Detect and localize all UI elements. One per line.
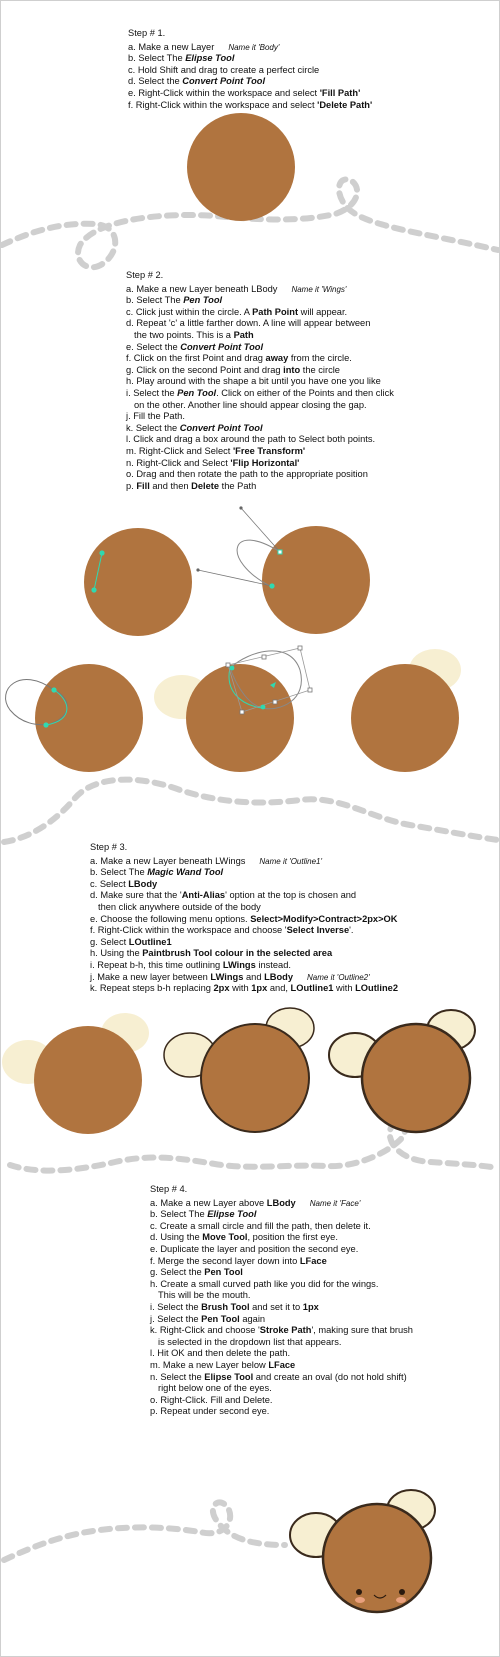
instruction-text: d. Make sure that the ' (90, 890, 182, 901)
instruction-text: the circle (300, 364, 340, 375)
step2-lines (126, 284, 394, 493)
instruction-text: l. Click and drag a box around the path to Select both points. (126, 434, 376, 445)
instruction-text: e. Duplicate the layer and position the second eye. (150, 1243, 359, 1254)
instruction-line (126, 342, 394, 354)
instruction-emphasis: Brush Tool (201, 1301, 250, 1312)
instruction-text: '. (349, 925, 354, 936)
instruction-line (150, 1232, 413, 1244)
instruction-text: from the circle. (288, 353, 352, 364)
instruction-text: is selected in the dropdown list that appears. (158, 1336, 342, 1347)
instruction-text: k. Right-Click and choose ' (150, 1325, 260, 1336)
instruction-text: right below one of the eyes. (158, 1383, 272, 1394)
instruction-line (90, 890, 398, 902)
instruction-emphasis: Path Point (252, 306, 299, 317)
instruction-text: h. Using the (90, 948, 143, 959)
instruction-emphasis: Pen Tool (177, 387, 217, 398)
instruction-line (150, 1348, 413, 1360)
instruction-text: l. Hit OK and then delete the path. (150, 1348, 291, 1359)
instruction-text: c. Click just within the circle. A (126, 306, 253, 317)
instruction-text: b. Select The (90, 867, 148, 878)
instruction-line (90, 879, 398, 891)
layer-name-note: Name it 'Wings' (291, 284, 347, 294)
instruction-line (150, 1372, 413, 1384)
instruction-line (128, 53, 372, 65)
instruction-emphasis: Move Tool (202, 1232, 248, 1243)
instruction-emphasis: into (283, 364, 301, 375)
instruction-emphasis: 1px (302, 1301, 319, 1312)
instruction-line (128, 100, 372, 112)
instruction-text: n. Select the (150, 1371, 205, 1382)
instruction-line (128, 65, 372, 77)
instruction-line (150, 1267, 413, 1279)
instruction-emphasis: Elipse Tool (204, 1371, 254, 1382)
instruction-emphasis: Anti-Alias (181, 890, 226, 901)
instruction-emphasis: Stroke Path (259, 1325, 312, 1336)
instruction-text: a. Make a new Layer above (150, 1197, 267, 1208)
step2-instructions (126, 270, 394, 492)
instruction-text: o. Right-Click. Fill and Delete. (150, 1394, 273, 1405)
instruction-emphasis: Elipse Tool (185, 53, 235, 64)
instruction-line (126, 388, 394, 400)
instruction-text: again (239, 1313, 266, 1324)
instruction-emphasis: LFace (268, 1359, 296, 1370)
instruction-text: b. Select The (150, 1209, 208, 1220)
instruction-text: f. Right-Click within the workspace and select (128, 99, 318, 110)
instruction-text: c. Create a small circle and fill the path, then delete it. (150, 1220, 371, 1231)
instruction-text: instead. (255, 959, 291, 970)
instruction-text: the Path (219, 480, 257, 491)
instruction-line (126, 411, 394, 423)
instruction-emphasis: Fill (136, 480, 150, 491)
instruction-line (150, 1383, 413, 1395)
instruction-text: will appear. (298, 306, 348, 317)
layer-name-note: Name it 'Body' (228, 42, 280, 52)
dashed-trail-1 (2, 179, 498, 267)
instruction-line (126, 481, 394, 493)
instruction-emphasis: LOutline1 (128, 936, 172, 947)
instruction-emphasis: 'Delete Path' (317, 99, 373, 110)
instruction-text: i. Select the (126, 387, 178, 398)
instruction-line (126, 400, 394, 412)
instruction-emphasis: Convert Point Tool (179, 422, 263, 433)
instruction-text: p. (126, 480, 137, 491)
instruction-emphasis: 'Free Transform' (232, 445, 306, 456)
instruction-text: c. Hold Shift and drag to create a perfect circle (128, 64, 320, 75)
instruction-emphasis: LBody (266, 1197, 296, 1208)
instruction-emphasis: Convert Point Tool (180, 341, 264, 352)
instruction-text: ' option at the top is chosen and (225, 890, 357, 901)
instruction-line (90, 948, 398, 960)
instruction-emphasis: LOutline2 (355, 983, 398, 994)
dashed-trail-2 (4, 780, 498, 842)
instruction-text: b. Select The (128, 53, 186, 64)
instruction-text: f. Click on the first Point and drag (126, 353, 266, 364)
instruction-text: then click anywhere outside of the body (98, 901, 261, 912)
instruction-text: and set it to (249, 1301, 303, 1312)
instruction-emphasis: Magic Wand Tool (147, 867, 224, 878)
instruction-line (126, 423, 394, 435)
instruction-line (150, 1198, 413, 1210)
instruction-text: c. Select (90, 878, 129, 889)
instruction-text: g. Select the (150, 1267, 205, 1278)
instruction-line (150, 1302, 413, 1314)
instruction-text: d. Using the (150, 1232, 203, 1243)
instruction-line (126, 446, 394, 458)
instruction-text: o. Drag and then rotate the path to the appropriate position (126, 469, 368, 480)
instruction-text: and then (149, 480, 192, 491)
instruction-text: k. Select the (126, 422, 180, 433)
instruction-text: e. Select the (126, 341, 181, 352)
instruction-text: with (229, 983, 252, 994)
instruction-text: and, (267, 983, 291, 994)
instruction-text: j. Select the (150, 1313, 202, 1324)
instruction-text: i. Select the (150, 1301, 202, 1312)
instruction-emphasis: LWings (210, 971, 244, 982)
instruction-text: b. Select The (126, 295, 184, 306)
instruction-line (150, 1209, 413, 1221)
dashed-trail-3 (10, 1121, 498, 1170)
instruction-text: and (243, 971, 265, 982)
instruction-line (128, 76, 372, 88)
instruction-text: n. Right-Click and Select (126, 457, 231, 468)
instruction-emphasis: LBody (264, 971, 293, 982)
instruction-line (150, 1279, 413, 1291)
instruction-text: f. Right-Click within the workspace and choose ' (90, 925, 287, 936)
instruction-line (90, 902, 398, 914)
instruction-emphasis: Elipse Tool (207, 1209, 257, 1220)
instruction-line (126, 295, 394, 307)
layer-name-note: Name it 'Outline2' (307, 972, 370, 982)
instruction-text: m. Make a new Layer below (150, 1359, 269, 1370)
instruction-emphasis: Pen Tool (204, 1267, 243, 1278)
instruction-text: j. Make a new layer between (90, 971, 211, 982)
instruction-line (150, 1221, 413, 1233)
step4-heading: Step # 4. (150, 1184, 188, 1194)
step2-heading: Step # 2. (126, 270, 164, 280)
instruction-text: , position the first eye. (247, 1232, 338, 1243)
instruction-line (150, 1406, 413, 1418)
instruction-text: g. Select (90, 936, 129, 947)
instruction-text: and create an oval (do not hold shift) (253, 1371, 407, 1382)
instruction-text: with (333, 983, 356, 994)
instruction-line (126, 469, 394, 481)
step3-instructions (90, 842, 398, 995)
dashed-trail-4 (4, 1502, 285, 1560)
instruction-text: h. Play around with the shape a bit until you have one you like (126, 376, 381, 387)
instruction-emphasis: away (265, 353, 289, 364)
instruction-line (126, 434, 394, 446)
instruction-text: This will be the mouth. (158, 1290, 251, 1301)
instruction-line (150, 1290, 413, 1302)
instruction-line (90, 937, 398, 949)
instruction-line (126, 353, 394, 365)
instruction-line (150, 1256, 413, 1268)
instruction-text: h. Create a small curved path like you did for the wings. (150, 1278, 379, 1289)
layer-name-note: Name it 'Outline1' (259, 856, 323, 866)
step1-instructions (128, 28, 372, 111)
instruction-line (150, 1314, 413, 1326)
instruction-text: . Click on either of the Points and then click (216, 387, 394, 398)
instruction-text: e. Choose the following menu options. (90, 913, 251, 924)
instruction-text: a. Make a new Layer beneath LBody (126, 283, 278, 294)
instruction-line (126, 318, 394, 330)
step1-heading: Step # 1. (128, 28, 166, 38)
instruction-emphasis: Select Inverse (286, 925, 350, 936)
instruction-text: m. Right-Click and Select (126, 445, 233, 456)
instruction-line (90, 856, 398, 868)
instruction-line (90, 960, 398, 972)
instruction-text: on the other. Another line should appear closing the gap. (134, 399, 367, 410)
instruction-emphasis: Pen Tool (201, 1313, 240, 1324)
step4-instructions (150, 1184, 413, 1418)
step4-lines (150, 1198, 413, 1418)
instruction-emphasis: Delete (191, 480, 220, 491)
instruction-text: k. Repeat steps b-h replacing (90, 983, 214, 994)
instruction-text: e. Right-Click within the workspace and select (128, 87, 320, 98)
instruction-emphasis: Path (233, 329, 254, 340)
instruction-text: a. Make a new Layer beneath LWings (90, 855, 246, 866)
instruction-line (150, 1325, 413, 1337)
instruction-emphasis: LFace (299, 1255, 327, 1266)
instruction-emphasis: 1px (251, 983, 268, 994)
instruction-line (90, 867, 398, 879)
instruction-text: d. Repeat 'c' a little farther down. A line will appear between (126, 318, 371, 329)
instruction-emphasis: LWings (222, 959, 256, 970)
instruction-emphasis: Pen Tool (183, 295, 223, 306)
instruction-emphasis: LBody (128, 878, 158, 889)
layer-name-note: Name it 'Face' (309, 1198, 361, 1208)
instruction-line (150, 1337, 413, 1349)
instruction-line (90, 925, 398, 937)
instruction-line (128, 88, 372, 100)
instruction-emphasis: Convert Point Tool (182, 76, 266, 87)
instruction-emphasis: 'Flip Horizontal' (230, 457, 300, 468)
instruction-emphasis: LOutline1 (290, 983, 334, 994)
instruction-text: the two points. This is a (134, 329, 234, 340)
instruction-line (90, 914, 398, 926)
instruction-emphasis: 'Fill Path' (319, 87, 361, 98)
instruction-emphasis: Paintbrush Tool colour in the selected area (142, 948, 333, 959)
instruction-line (126, 458, 394, 470)
instruction-text: i. Repeat b-h, this time outlining (90, 959, 223, 970)
instruction-line (126, 330, 394, 342)
instruction-text: a. Make a new Layer (128, 41, 215, 52)
step3-lines (90, 856, 398, 995)
instruction-text: g. Click on the second Point and drag (126, 364, 284, 375)
instruction-line (90, 983, 398, 995)
instruction-emphasis: Select>Modify>Contract>2px>OK (250, 913, 398, 924)
instruction-text: p. Repeat under second eye. (150, 1406, 270, 1417)
instruction-line (150, 1360, 413, 1372)
instruction-text: d. Select the (128, 76, 183, 87)
instruction-line (126, 284, 394, 296)
step1-lines (128, 42, 372, 112)
instruction-text: j. Fill the Path. (126, 411, 185, 422)
instruction-text: ', making sure that brush (311, 1325, 413, 1336)
step3-heading: Step # 3. (90, 842, 128, 852)
instruction-line (150, 1244, 413, 1256)
instruction-line (90, 972, 398, 984)
instruction-text: f. Merge the second layer down into (150, 1255, 300, 1266)
instruction-line (150, 1395, 413, 1407)
instruction-line (128, 42, 372, 54)
instruction-line (126, 365, 394, 377)
instruction-line (126, 307, 394, 319)
instruction-line (126, 376, 394, 388)
instruction-emphasis: 2px (213, 983, 230, 994)
